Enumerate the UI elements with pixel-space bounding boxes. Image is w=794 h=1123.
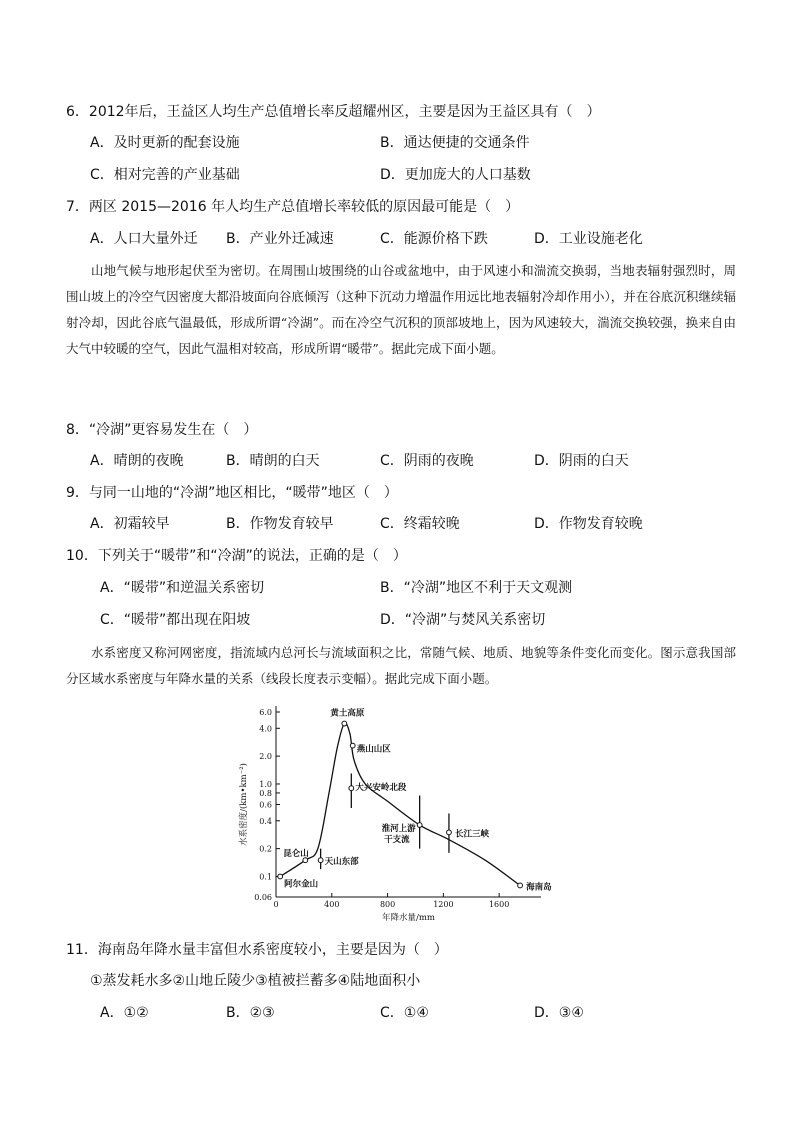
q7-option-b: B．产业外迁减速 <box>226 231 334 247</box>
point-label: 昆仑山 <box>283 849 309 860</box>
q6-option-c: C．相对完善的产业基础 <box>90 167 240 183</box>
point-label: 燕山山区 <box>356 744 391 755</box>
q8-option-c: C．阴雨的夜晚 <box>380 453 474 469</box>
x-tick-label: 0 <box>273 900 279 909</box>
data-point <box>447 830 452 835</box>
q11-option-d: D．③④ <box>534 1005 584 1021</box>
y-tick-label: 0.4 <box>259 816 272 826</box>
y-tick-label: 0.06 <box>254 893 272 902</box>
question-11-stem: 11．海南岛年降水量丰富但水系密度较小，主要是因为（ ） <box>66 942 448 958</box>
question-8-stem: 8．“冷湖”更容易发生在（ ） <box>66 422 258 438</box>
q10-option-a: A．“暖带”和逆温关系密切 <box>100 580 265 596</box>
y-tick-label: 0.8 <box>259 788 272 798</box>
x-tick-label: 800 <box>379 900 396 909</box>
question-6-stem: 6．2012年后，王益区人均生产总值增长率反超耀州区，主要是因为王益区具有（ ） <box>66 104 601 120</box>
q9-option-b: B．作物发育较早 <box>226 516 334 532</box>
passage-drainage-density: 水系密度又称河网密度，指流域内总河长与流域面积之比，常随气候、地质、地貌等条件变化而变化。图示意我国部分区域水系密度与年降水量的关系（线段长度表示变幅）。据此完成下面小题。 <box>66 645 736 686</box>
data-point <box>342 721 347 726</box>
q8-option-b: B．晴朗的白天 <box>226 453 320 469</box>
q7-option-c: C．能源价格下跌 <box>380 231 488 247</box>
q8-option-d: D．阴雨的白天 <box>534 453 629 469</box>
q10-option-c: C．“暖带”都出现在阳坡 <box>100 612 251 628</box>
data-point <box>278 874 283 879</box>
question-10-stem: 10．下列关于“暖带”和“冷湖”的说法，正确的是（ ） <box>66 548 407 564</box>
point-label: 淮河上游 <box>381 824 416 835</box>
q10-option-b: B．“冷湖”地区不利于天文观测 <box>380 580 573 596</box>
q9-option-c: C．终霜较晚 <box>380 516 460 532</box>
y-tick-label: 0.6 <box>259 800 272 810</box>
y-tick-label: 0.1 <box>259 872 272 882</box>
y-tick-label: 1.0 <box>259 779 272 789</box>
point-label: 黄土高原 <box>330 708 365 719</box>
q11-option-b: B．②③ <box>226 1005 275 1021</box>
x-tick-label: 1600 <box>488 900 510 909</box>
point-label: 阿尔金山 <box>284 879 319 890</box>
q10-option-d: D．“冷湖”与焚风关系密切 <box>380 612 546 628</box>
y-tick-label: 0.2 <box>259 844 272 854</box>
q6-option-d: D．更加庞大的人口基数 <box>380 167 531 183</box>
x-tick-label: 1200 <box>433 900 454 909</box>
q6-option-a: A．及时更新的配套设施 <box>90 135 240 151</box>
point-label: 长江三峡 <box>454 829 489 840</box>
q8-option-a: A．晴朗的夜晚 <box>90 453 184 469</box>
point-label: 海南岛 <box>526 882 552 893</box>
point-label: 大兴安岭北段 <box>355 783 407 794</box>
q11-option-a: A．①② <box>100 1005 149 1021</box>
x-axis-label: 年降水量/mm <box>382 913 435 923</box>
q9-option-a: A．初霜较早 <box>90 516 170 532</box>
point-label: 干支流 <box>384 835 410 846</box>
q9-option-d: D．作物发育较晚 <box>534 516 643 532</box>
question-7-stem: 7．两区 2015—2016 年人均生产总值增长率较低的原因最可能是（ ） <box>66 199 520 215</box>
data-point <box>350 743 355 748</box>
point-label: 天山东部 <box>324 857 359 868</box>
y-tick-label: 2.0 <box>259 752 272 762</box>
passage-cold-lake: 山地气候与地形起伏至为密切。在周围山坡围绕的山谷或盆地中，由于风速小和湍流交换弱，当地表辐射强烈时，周围山坡上的冷空气因密度大都沿坡面向谷底倾泻（这种下沉动力增温作用远比地表辐射冷却作用小），并在谷底沉积继续辐射冷却，因此谷底气温最低，形成所谓“冷湖”。而在冷空气沉积的顶部坡地上，因为风速较大，湍流交换较强，换来自由大气中较暖的空气，因此气温相对较高，形成所谓“暖带”。据此完成下面小题。 <box>66 263 736 356</box>
data-point <box>417 823 422 828</box>
q6-option-b: B．通达便捷的交通条件 <box>380 135 530 151</box>
data-point <box>349 786 354 791</box>
question-9-stem: 9．与同一山地的“冷湖”地区相比，“暖带”地区（ ） <box>66 485 398 501</box>
x-tick-label: 400 <box>324 900 340 909</box>
y-tick-label: 6.0 <box>259 708 272 717</box>
drainage-density-chart <box>236 700 556 928</box>
q7-option-d: D．工业设施老化 <box>534 231 643 247</box>
data-point <box>318 858 323 863</box>
data-point <box>518 883 523 888</box>
q11-option-c: C．①④ <box>380 1005 429 1021</box>
y-axis-label: 水系密度/(km•km⁻²) <box>239 763 249 846</box>
density-curve <box>280 723 520 885</box>
q7-option-a: A．人口大量外迁 <box>90 231 198 247</box>
q11-sub-statements: ①蒸发耗水多②山地丘陵少③植被拦蓄多④陆地面积小 <box>90 973 421 989</box>
y-tick-label: 4.0 <box>259 724 272 734</box>
